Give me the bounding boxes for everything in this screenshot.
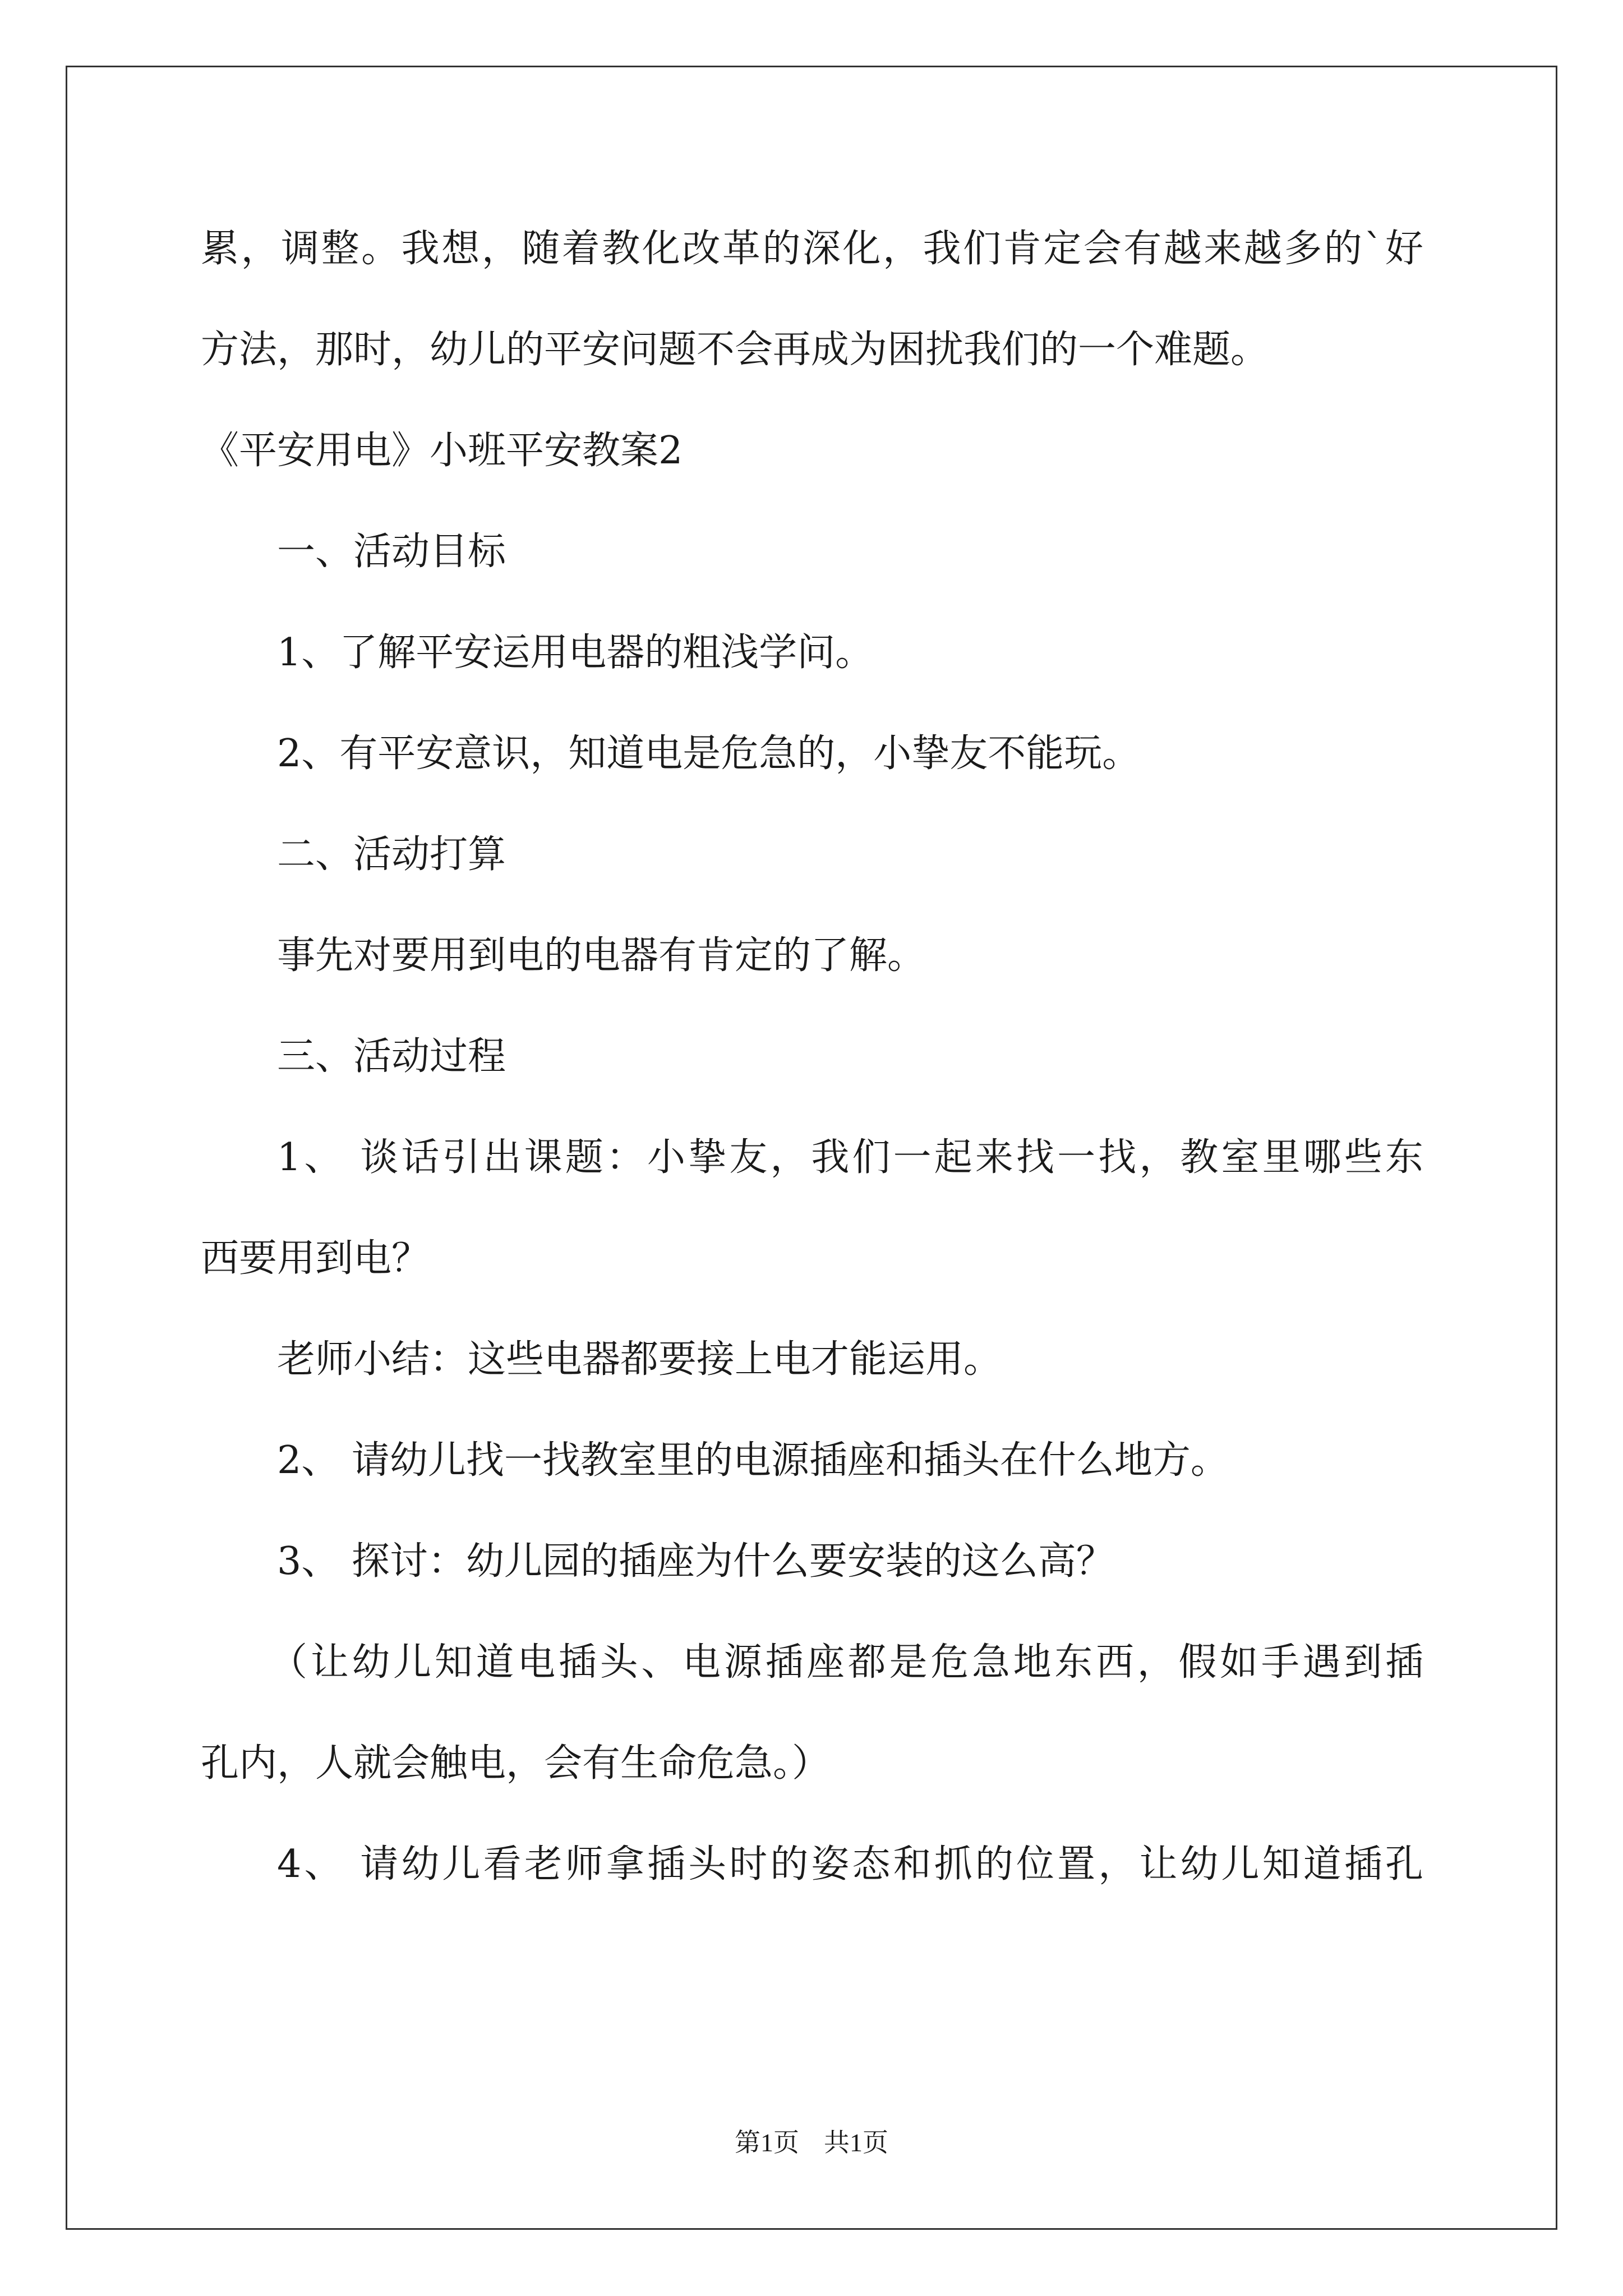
list-item: 2、 请幼儿找一找教室里的电源插座和插头在什么地方。	[277, 1438, 1229, 1483]
section-heading: 三、活动过程	[277, 1034, 506, 1079]
list-item: 2、有平安意识，知道电是危急的，小挚友不能玩。	[277, 731, 1141, 776]
paragraph-line: 事先对要用到电的电器有肯定的了解。	[277, 933, 926, 978]
page-footer	[0, 2126, 1623, 2160]
list-item: 4、 请幼儿看老师拿插头时的姿态和抓的位置，让幼儿知道插孔	[277, 1842, 1423, 1887]
section-heading: 一、活动目标	[277, 530, 506, 574]
paragraph-line: 老师小结：这些电器都要接上电才能运用。	[277, 1337, 1002, 1382]
paragraph-line: 孔内，人就会触电，会有生命危急。）	[201, 1741, 831, 1786]
section-title: 《平安用电》小班平安教案2	[201, 429, 683, 473]
page-total: 共1页	[824, 2128, 888, 2157]
list-item: 1、了解平安运用电器的粗浅学问。	[277, 631, 874, 675]
list-item: 3、 探讨：幼儿园的插座为什么要安装的这么高？	[277, 1539, 1114, 1584]
paragraph-line: 累，调整。我想，随着教化改革的深化，我们肯定会有越来越多的`好	[201, 227, 1423, 271]
paragraph-line: 西要用到电？	[201, 1236, 430, 1281]
page-number: 第1页	[735, 2128, 799, 2157]
section-heading: 二、活动打算	[277, 832, 506, 877]
list-item: 1、 谈话引出课题：小挚友，我们一起来找一找，教室里哪些东	[277, 1135, 1423, 1180]
paragraph-line: 方法，那时，幼儿的平安问题不会再成为困扰我们的一个难题。	[201, 328, 1269, 372]
paragraph-line: （让幼儿知道电插头、电源插座都是危急地东西，假如手遇到插	[269, 1640, 1423, 1685]
